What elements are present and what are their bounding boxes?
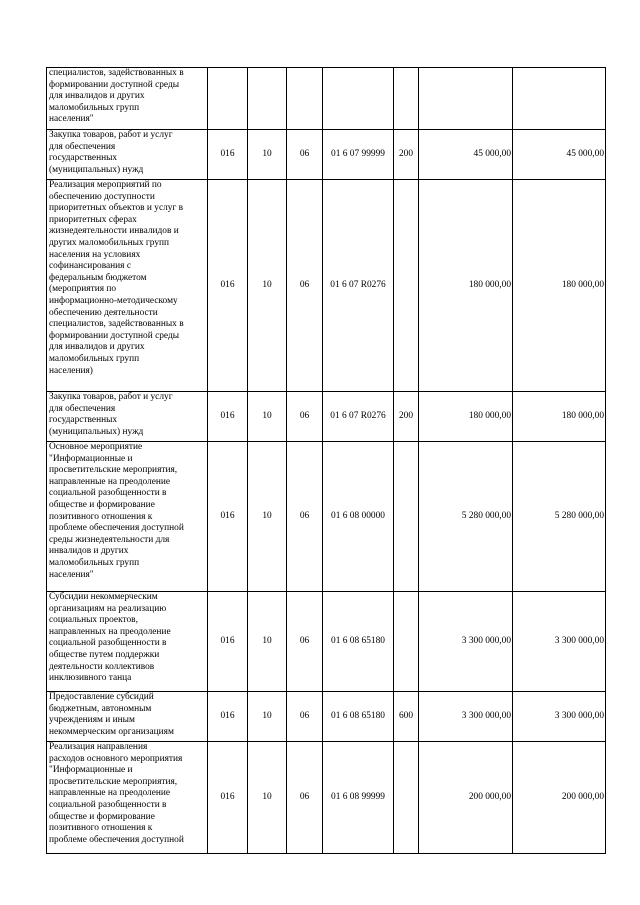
ved-code-cell: 016: [208, 180, 248, 392]
amount-cell-2: 3 300 000,00: [513, 592, 606, 692]
table-row: [47, 692, 606, 742]
row-name-cell: Реализация направления расходов основного мероприятия "Информационные и просветительские мероприятия, направленные на преодоление социальной разобщенности в обществе и формирование позитивного отношения к проблеме обеспечения доступной: [47, 742, 208, 854]
expense-type-cell: 200: [394, 130, 419, 180]
amount-cell: 5 280 000,00: [419, 442, 513, 592]
amount-cell-2: 180 000,00: [513, 180, 606, 392]
expense-type-cell: [394, 592, 419, 692]
subsection-code-cell: 06: [287, 392, 323, 442]
ved-code-cell: 016: [208, 692, 248, 742]
section-code-cell: 10: [248, 130, 287, 180]
expense-type-cell: [394, 68, 419, 130]
ved-code-cell: 016: [208, 592, 248, 692]
target-article-cell: 01 6 08 00000: [323, 442, 394, 592]
target-article-cell: [323, 68, 394, 130]
section-code-cell: [248, 68, 287, 130]
target-article-cell: 01 6 07 99999: [323, 130, 394, 180]
target-article-cell: 01 6 07 R0276: [323, 392, 394, 442]
amount-cell-2: 45 000,00: [513, 130, 606, 180]
subsection-code-cell: 06: [287, 692, 323, 742]
row-name-cell: специалистов, задействованных в формировании доступной среды для инвалидов и других маломобильных групп населения": [47, 68, 208, 130]
row-name-cell: Предоставление субсидий бюджетным, автономным учреждениям и иным некоммерческим организациям: [47, 692, 208, 742]
target-article-cell: 01 6 07 R0276: [323, 180, 394, 392]
expense-type-cell: 200: [394, 392, 419, 442]
section-code-cell: 10: [248, 180, 287, 392]
row-name-cell: Основное мероприятие "Информационные и просветительские мероприятия, направленные на преодоление социальной разобщенности в обществе и формирование позитивного отношения к проблеме обеспечения доступной среды жизнедеятельности для инвалидов и других маломобильных групп населения": [47, 442, 208, 592]
amount-cell-2: 200 000,00: [513, 742, 606, 854]
table-row: [47, 442, 606, 592]
amount-cell: 45 000,00: [419, 130, 513, 180]
amount-cell-2: 3 300 000,00: [513, 692, 606, 742]
amount-cell: 3 300 000,00: [419, 592, 513, 692]
section-code-cell: 10: [248, 592, 287, 692]
ved-code-cell: 016: [208, 130, 248, 180]
expense-type-cell: [394, 742, 419, 854]
section-code-cell: 10: [248, 392, 287, 442]
expense-type-cell: 600: [394, 692, 419, 742]
table-row: [47, 742, 606, 854]
row-name-cell: Реализация мероприятий по обеспечению доступности приоритетных объектов и услуг в приоритетных сферах жизнедеятельности инвалидов и других маломобильных групп населения на условиях софинансирования с федеральным бюджетом (мероприятия по информационно-методическому обеспечению деятельности специалистов, задействованных в формировании доступной среды для инвалидов и других маломобильных групп населения): [47, 180, 208, 392]
section-code-cell: 10: [248, 742, 287, 854]
subsection-code-cell: [287, 68, 323, 130]
ved-code-cell: [208, 68, 248, 130]
table-row: [47, 392, 606, 442]
row-name-cell: Закупка товаров, работ и услуг для обеспечения государственных (муниципальных) нужд: [47, 130, 208, 180]
amount-cell-2: 5 280 000,00: [513, 442, 606, 592]
amount-cell-2: [513, 68, 606, 130]
expense-type-cell: [394, 442, 419, 592]
table-row: [47, 68, 606, 130]
target-article-cell: 01 6 08 99999: [323, 742, 394, 854]
target-article-cell: 01 6 08 65180: [323, 692, 394, 742]
subsection-code-cell: 06: [287, 742, 323, 854]
amount-cell: 180 000,00: [419, 180, 513, 392]
subsection-code-cell: 06: [287, 130, 323, 180]
budget-table: [46, 67, 606, 854]
table-row: [47, 130, 606, 180]
table-row: [47, 180, 606, 392]
row-name-cell: Закупка товаров, работ и услуг для обеспечения государственных (муниципальных) нужд: [47, 392, 208, 442]
section-code-cell: 10: [248, 692, 287, 742]
ved-code-cell: 016: [208, 742, 248, 854]
subsection-code-cell: 06: [287, 180, 323, 392]
table-row: [47, 592, 606, 692]
amount-cell: 180 000,00: [419, 392, 513, 442]
amount-cell: [419, 68, 513, 130]
amount-cell-2: 180 000,00: [513, 392, 606, 442]
subsection-code-cell: 06: [287, 592, 323, 692]
subsection-code-cell: 06: [287, 442, 323, 592]
target-article-cell: 01 6 08 65180: [323, 592, 394, 692]
ved-code-cell: 016: [208, 392, 248, 442]
section-code-cell: 10: [248, 442, 287, 592]
expense-type-cell: [394, 180, 419, 392]
amount-cell: 3 300 000,00: [419, 692, 513, 742]
amount-cell: 200 000,00: [419, 742, 513, 854]
row-name-cell: Субсидии некоммерческим организациям на реализацию социальных проектов, направленных на преодоление социальной разобщенности в обществе путем поддержки деятельности коллективов инклюзивного танца: [47, 592, 208, 692]
ved-code-cell: 016: [208, 442, 248, 592]
